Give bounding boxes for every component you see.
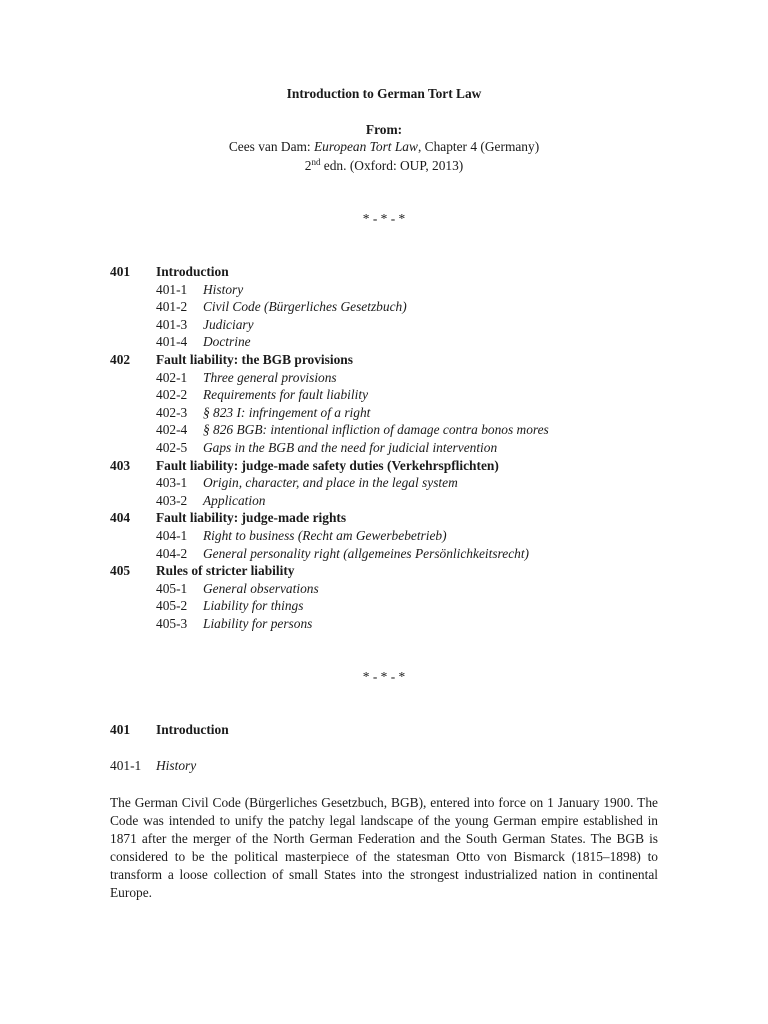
subsection-title: History	[156, 758, 197, 773]
section-title: Introduction	[156, 722, 229, 737]
toc-subsection-title: History	[203, 281, 244, 297]
toc-section-entry	[0, 562, 768, 580]
toc-subsection-entry	[0, 316, 768, 334]
toc-subsection-entry	[0, 492, 768, 510]
source-edition	[0, 157, 768, 174]
toc-subsection-entry	[0, 369, 768, 387]
toc-section-title: Fault liability: judge-made rights	[156, 510, 347, 526]
toc-subsection-title: Origin, character, and place in the legal system	[203, 475, 458, 491]
toc-subsection-number: 404-2	[156, 545, 188, 561]
toc-subsection-number: 402-2	[156, 387, 188, 403]
toc-subsection-title: Doctrine	[203, 334, 251, 350]
toc-section-title: Introduction	[156, 264, 229, 279]
toc-section-entry	[0, 351, 768, 369]
toc-subsection-title: Liability for things	[203, 598, 304, 614]
toc-subsection-title: Gaps in the BGB and the need for judicial intervention	[203, 439, 498, 455]
toc-subsection-title: Judiciary	[203, 316, 254, 332]
toc-subsection-number: 403-1	[156, 475, 188, 491]
source-author: Cees van Dam:	[228, 139, 314, 154]
toc-subsection-entry	[0, 474, 768, 492]
toc-section-number: 401	[110, 264, 131, 279]
toc-subsection-number: 405-1	[156, 580, 188, 596]
toc-subsection-number: 401-2	[156, 299, 188, 315]
edition-superscript: nd	[311, 157, 321, 167]
toc-section-number: 403	[110, 457, 131, 473]
toc-subsection-entry	[0, 527, 768, 545]
toc-subsection-entry	[0, 333, 768, 351]
toc-subsection-title: Requirements for fault liability	[203, 387, 369, 403]
toc-subsection-entry	[0, 421, 768, 439]
toc-section-title: Fault liability: judge-made safety duties (Verkehrspflichten)	[156, 457, 499, 473]
toc-subsection-number: 402-3	[156, 404, 188, 420]
toc-subsection-entry	[0, 404, 768, 422]
toc-subsection-number: 401-3	[156, 316, 188, 332]
source-chapter: , Chapter 4 (Germany)	[417, 139, 540, 154]
subsection-number: 401-1	[110, 758, 142, 773]
toc-subsection-entry	[0, 281, 768, 299]
toc-section-entry	[0, 263, 768, 281]
toc-subsection-entry	[0, 298, 768, 316]
toc-subsection-entry	[0, 545, 768, 563]
source-work-title: European Tort Law	[314, 139, 418, 154]
toc-subsection-title: Civil Code (Bürgerliches Gesetzbuch)	[203, 299, 407, 315]
toc-subsection-entry	[0, 615, 768, 633]
toc-subsection-number: 401-4	[156, 334, 188, 350]
table-of-contents	[0, 263, 768, 632]
toc-subsection-title: Liability for persons	[203, 615, 313, 631]
toc-subsection-number: 402-5	[156, 439, 188, 455]
from-label: From:	[365, 122, 403, 137]
section-number: 401	[110, 722, 131, 737]
toc-section-entry	[0, 509, 768, 527]
toc-subsection-number: 401-1	[156, 281, 188, 297]
document-title: Introduction to German Tort Law	[286, 86, 482, 101]
edition-number: 2	[304, 158, 312, 173]
toc-section-number: 404	[110, 510, 131, 526]
toc-subsection-entry	[0, 386, 768, 404]
toc-subsection-number: 403-2	[156, 492, 188, 508]
toc-subsection-number: 405-2	[156, 598, 188, 614]
toc-subsection-title: General personality right (allgemeines Persönlichkeitsrecht)	[203, 545, 530, 561]
edition-details: edn. (Oxford: OUP, 2013)	[320, 158, 464, 173]
toc-subsection-title: § 823 I: infringement of a right	[203, 404, 371, 420]
source-citation	[0, 139, 768, 155]
toc-subsection-title: General observations	[203, 580, 319, 596]
toc-section-number: 405	[110, 563, 131, 579]
toc-subsection-entry	[0, 580, 768, 598]
toc-subsection-title: Three general provisions	[203, 369, 337, 385]
toc-subsection-title: Application	[203, 492, 266, 508]
section-separator: * - * - *	[362, 669, 406, 684]
toc-subsection-entry	[0, 439, 768, 457]
toc-section-number: 402	[110, 351, 131, 367]
toc-subsection-number: 405-3	[156, 615, 188, 631]
toc-subsection-number: 402-1	[156, 369, 188, 385]
toc-subsection-entry	[0, 597, 768, 615]
toc-subsection-title: § 826 BGB: intentional infliction of damage contra bonos mores	[203, 422, 549, 438]
toc-section-title: Fault liability: the BGB provisions	[156, 351, 353, 367]
toc-section-title: Rules of stricter liability	[156, 563, 295, 579]
toc-subsection-number: 404-1	[156, 527, 188, 543]
body-paragraph: The German Civil Code (Bürgerliches Gesetzbuch, BGB), entered into force on 1 January 1900. The Code was intended to unify the patchy legal landscape of the young German empire established in 1871 after the merger of the North German Federation and the South German States. The BGB is considered to be the political masterpiece of the statesman Otto von Bismarck (1815–1898) to transform a loose collection of small States into the strongest industrialized nation in continental Europe.	[110, 795, 658, 900]
toc-subsection-number: 402-4	[156, 422, 188, 438]
toc-subsection-title: Right to business (Recht am Gewerbebetrieb)	[203, 527, 447, 543]
toc-section-entry	[0, 457, 768, 475]
section-separator: * - * - *	[362, 211, 406, 226]
